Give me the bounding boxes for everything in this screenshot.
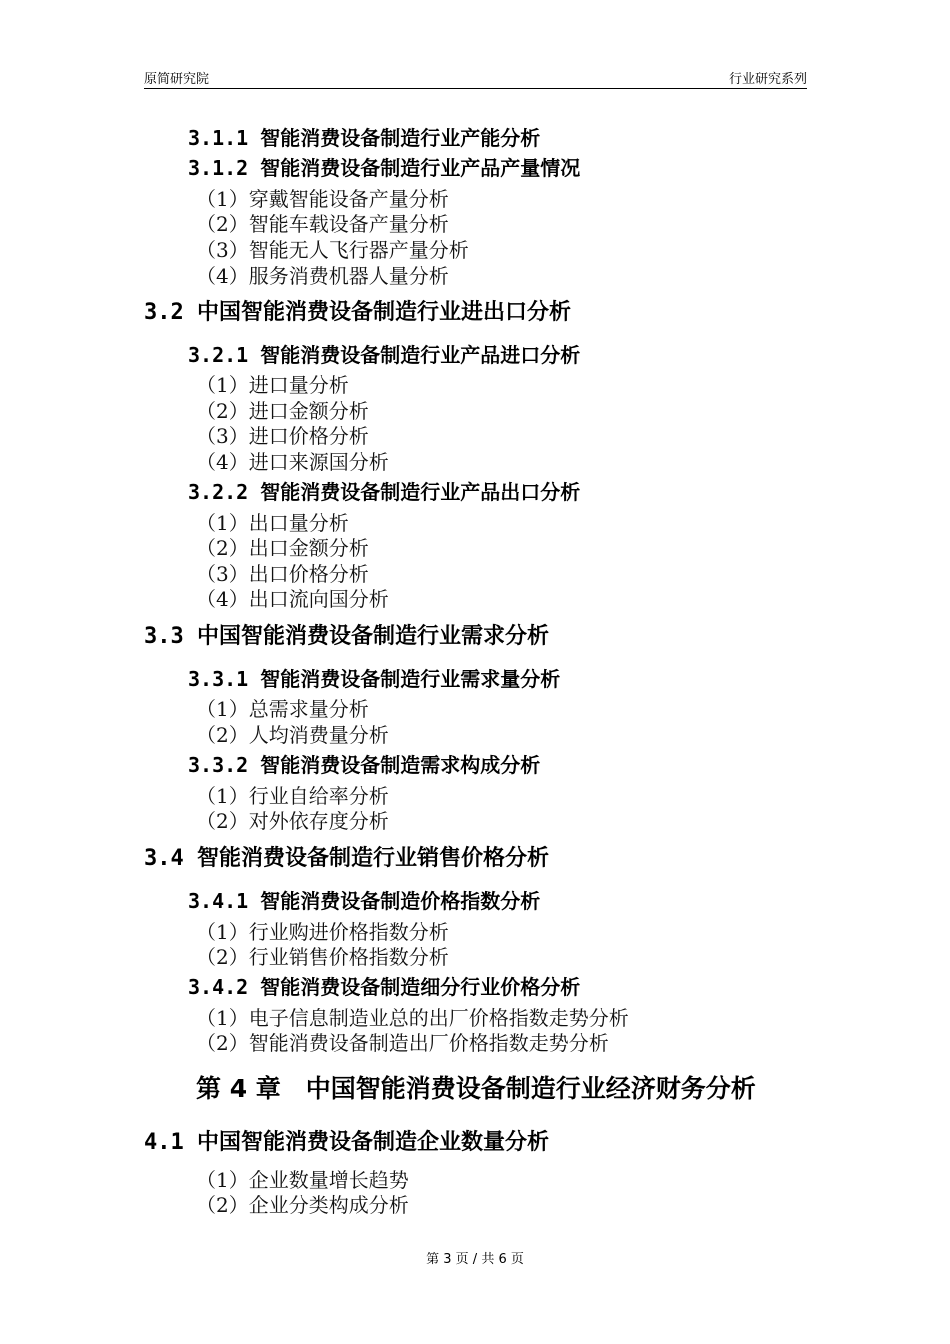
toc-entry-item: （1）行业购进价格指数分析	[196, 920, 449, 944]
toc-entry-item: （1）行业自给率分析	[196, 784, 389, 808]
toc-entry-item: （2）智能消费设备制造出厂价格指数走势分析	[196, 1031, 609, 1055]
toc-entry-item: （1）穿戴智能设备产量分析	[196, 187, 449, 211]
toc-entry-subsection: 3.1.1 智能消费设备制造行业产能分析	[188, 126, 541, 150]
page-header	[144, 64, 807, 89]
toc-entry-section: 4.1 中国智能消费设备制造企业数量分析	[144, 1130, 549, 1155]
toc-entry-subsection: 3.2.1 智能消费设备制造行业产品进口分析	[188, 343, 581, 367]
toc-entry-chapter: 第 4 章 中国智能消费设备制造行业经济财务分析	[196, 1074, 756, 1103]
toc-entry-item: （1）企业数量增长趋势	[196, 1168, 409, 1192]
toc-entry-item: （4）出口流向国分析	[196, 587, 389, 611]
toc-entry-section: 3.3 中国智能消费设备制造行业需求分析	[144, 624, 549, 649]
toc-entry-subsection: 3.3.1 智能消费设备制造行业需求量分析	[188, 667, 561, 691]
toc-entry-section: 3.4 智能消费设备制造行业销售价格分析	[144, 846, 549, 871]
toc-entry-subsection: 3.4.2 智能消费设备制造细分行业价格分析	[188, 975, 581, 999]
page-number-footer: 第 3 页 / 共 6 页	[426, 1252, 524, 1267]
toc-entry-item: （4）服务消费机器人量分析	[196, 264, 449, 288]
toc-entry-item: （2）进口金额分析	[196, 399, 369, 423]
toc-entry-subsection: 3.3.2 智能消费设备制造需求构成分析	[188, 753, 541, 777]
toc-entry-subsection: 3.4.1 智能消费设备制造价格指数分析	[188, 889, 541, 913]
toc-entry-item: （3）智能无人飞行器产量分析	[196, 238, 469, 262]
toc-entry-item: （4）进口来源国分析	[196, 450, 389, 474]
toc-entry-item: （2）行业销售价格指数分析	[196, 945, 449, 969]
header-org-name: 原简研究院	[144, 72, 210, 87]
toc-entry-item: （2）智能车载设备产量分析	[196, 212, 449, 236]
toc-entry-item: （3）进口价格分析	[196, 424, 369, 448]
toc-entry-item: （2）出口金额分析	[196, 536, 369, 560]
toc-entry-item: （3）出口价格分析	[196, 562, 369, 586]
toc-entry-item: （1）总需求量分析	[196, 697, 369, 721]
toc-entry-item: （1）出口量分析	[196, 511, 349, 535]
toc-entry-item: （2）企业分类构成分析	[196, 1193, 409, 1217]
toc-entry-item: （1）电子信息制造业总的出厂价格指数走势分析	[196, 1006, 629, 1030]
toc-entry-item: （2）人均消费量分析	[196, 723, 389, 747]
toc-entry-item: （1）进口量分析	[196, 373, 349, 397]
header-series-name: 行业研究系列	[728, 72, 807, 87]
toc-entry-section: 3.2 中国智能消费设备制造行业进出口分析	[144, 300, 571, 325]
toc-entry-subsection: 3.1.2 智能消费设备制造行业产品产量情况	[188, 156, 581, 180]
toc-entry-subsection: 3.2.2 智能消费设备制造行业产品出口分析	[188, 480, 581, 504]
toc-entry-item: （2）对外依存度分析	[196, 809, 389, 833]
